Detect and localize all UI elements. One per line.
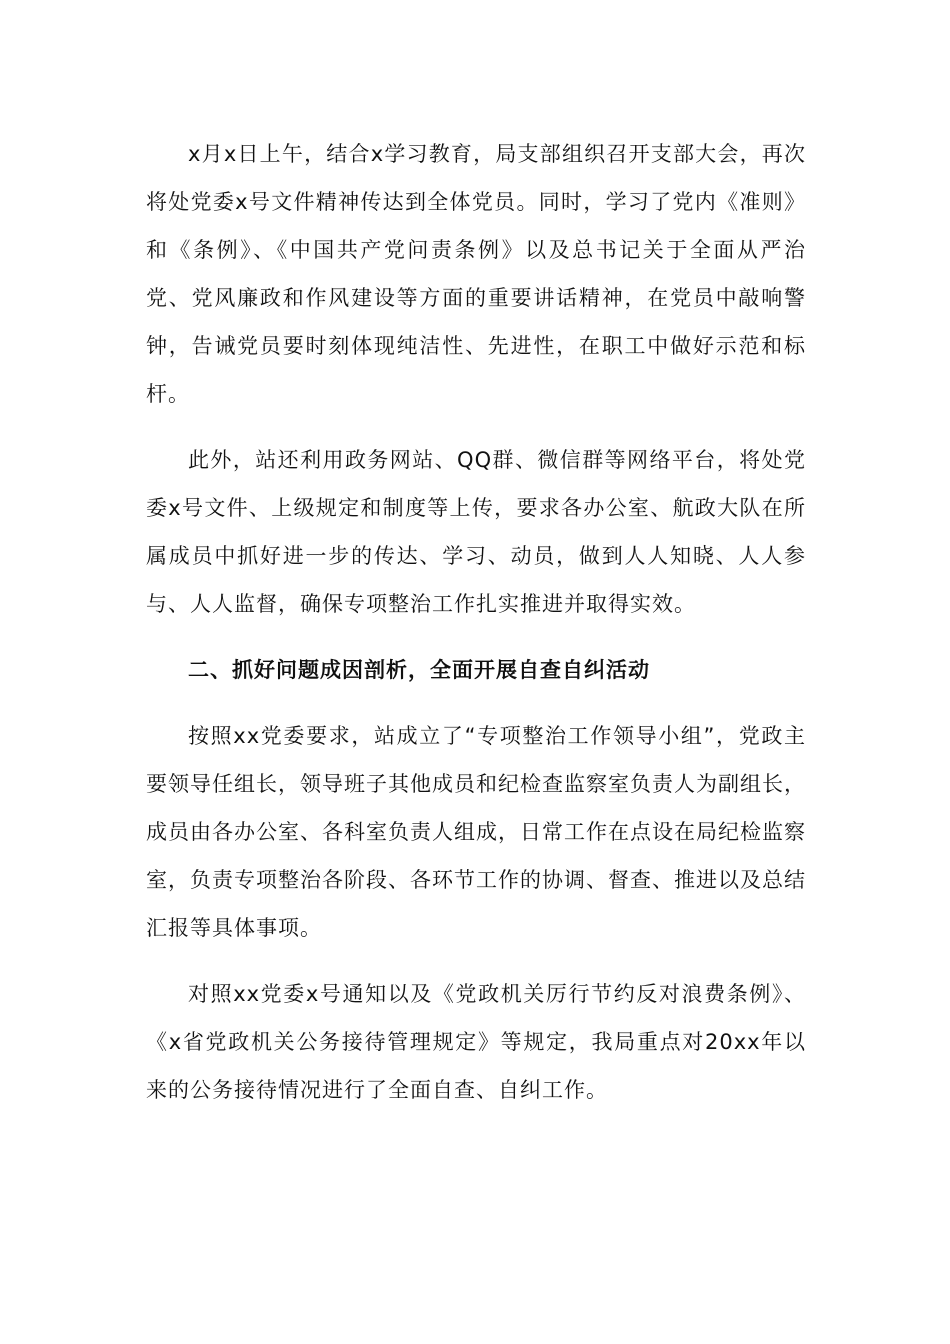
paragraph-leading-group: 按照xx党委要求，站成立了“专项整治工作领导小组”，党政主要领导任组长，领导班子其他成员和纪检查监察室负责人为副组长，成员由各办公室、各科室负责人组成，日常工作在点设在局纪检监察室，负责专项整治各阶段、各环节工作的协调、督查、推进以及总结汇报等具体事项。 xyxy=(146,724,806,940)
paragraph-meeting: x月x日上午，结合x学习教育，局支部组织召开支部大会，再次将处党委x号文件精神传达到全体党员。同时，学习了党内《准则》和《条例》、《中国共产党问责条例》以及总书记关于全面从严治党、党风廉政和作风建设等方面的重要讲话精神，在党员中敲响警钟，告诫党员要时刻体现纯洁性、先进性，在职工中做好示范和标杆。 xyxy=(146,142,806,406)
paragraph-self-inspection: 对照xx党委x号通知以及《党政机关厉行节约反对浪费条例》、《x省党政机关公务接待管理规定》等规定，我局重点对20xx年以来的公务接待情况进行了全面自查、自纠工作。 xyxy=(146,982,806,1102)
document-body xyxy=(146,130,806,1132)
paragraph-network-platforms: 此外，站还利用政务网站、QQ群、微信群等网络平台，将处党委x号文件、上级规定和制度等上传，要求各办公室、航政大队在所属成员中抓好进一步的传达、学习、动员，做到人人知晓、人人参与、人人监督，确保专项整治工作扎实推进并取得实效。 xyxy=(146,448,806,616)
section-heading: 二、抓好问题成因剖析，全面开展自查自纠活动 xyxy=(188,658,650,682)
